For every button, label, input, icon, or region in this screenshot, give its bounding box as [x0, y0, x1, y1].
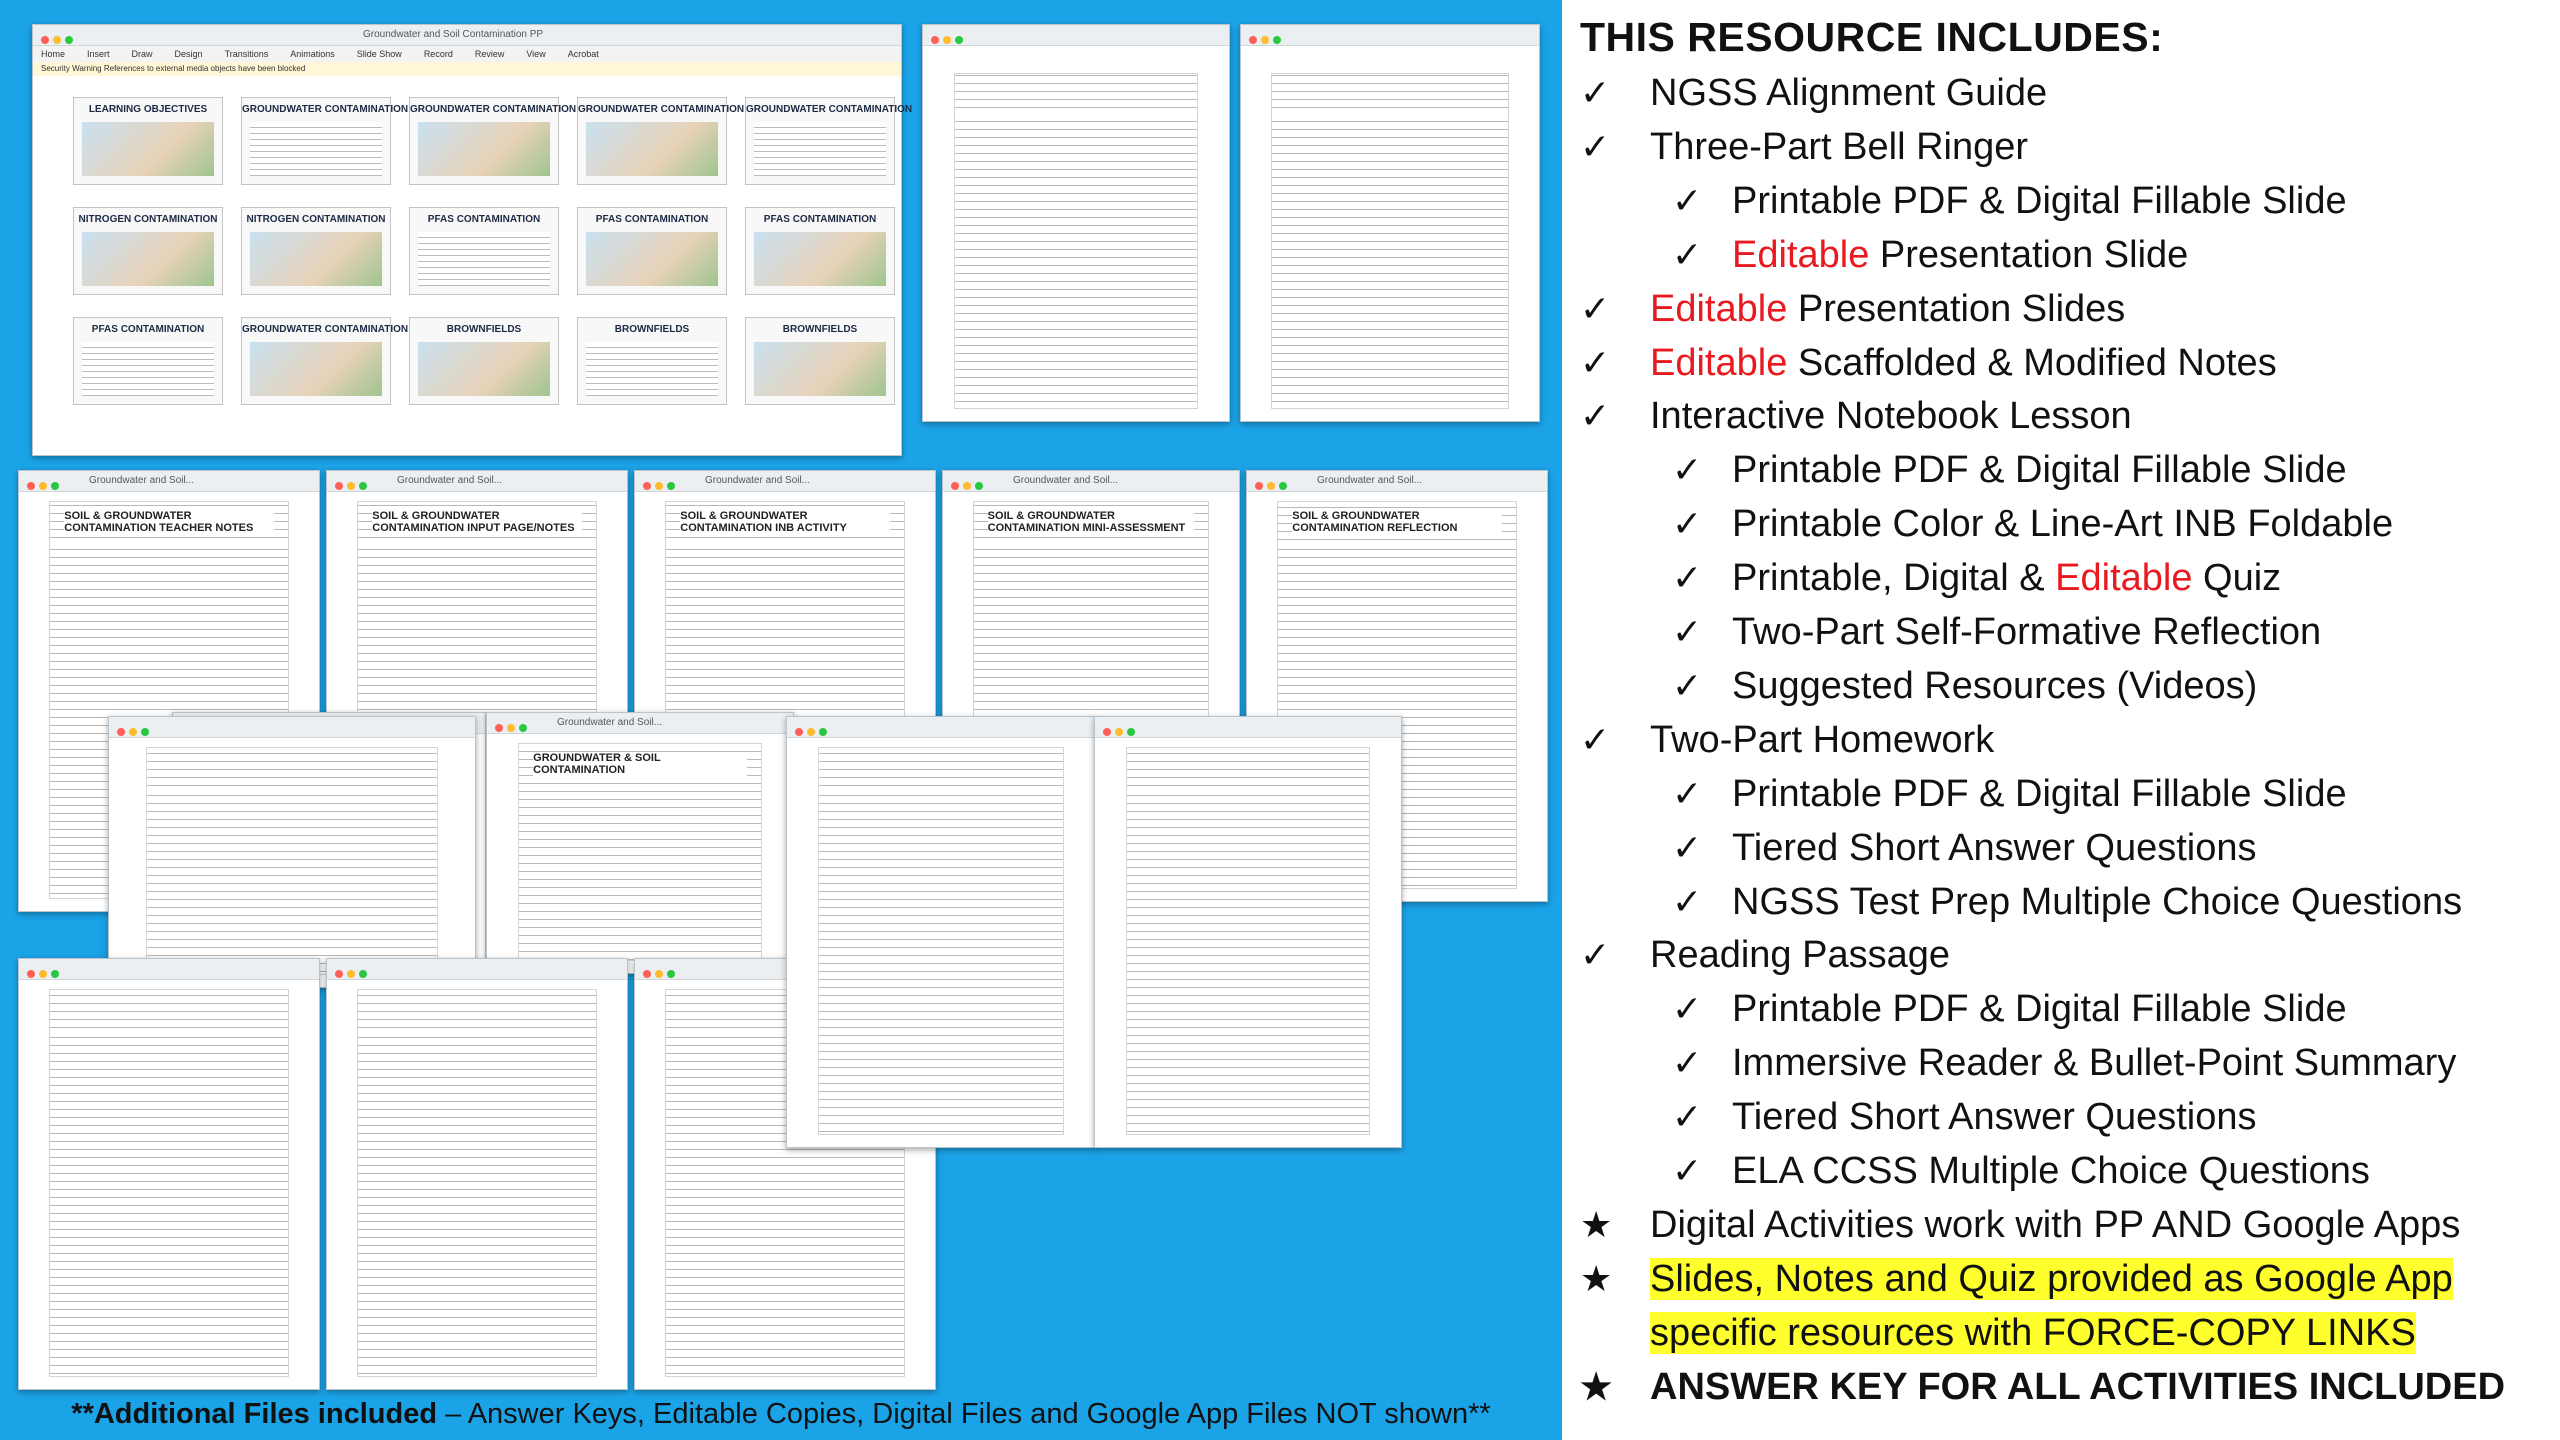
ribbon-menu [33, 46, 901, 62]
include-item: ✓ Three-Part Bell Ringer [1580, 120, 2028, 174]
zoom-dot-icon[interactable] [65, 36, 73, 44]
ribbon-tab[interactable]: Slide Show [356, 49, 402, 59]
security-warning-bar: Security Warning References to external media objects have been blocked [33, 62, 901, 76]
slide-title: LEARNING OBJECTIVES [88, 104, 208, 115]
document-heading: SOIL & GROUNDWATER CONTAMINATION TEACHER NOTES [64, 510, 273, 536]
checkmark-icon: ✓ [1672, 449, 1703, 491]
checkmark-icon: ✓ [1672, 826, 1703, 868]
slide-thumbnail[interactable] [409, 207, 559, 295]
checkmark-icon: ✓ [1672, 880, 1703, 922]
include-item: ✓ Two-Part Homework [1580, 713, 1994, 767]
slide-title: PFAS CONTAMINATION [763, 214, 877, 225]
include-subitem: ✓ Printable, Digital & Editable Quiz [1672, 551, 2281, 605]
slide-sorter [73, 97, 913, 425]
document-window [786, 716, 1096, 1148]
slide-image [754, 342, 886, 396]
slide-thumbnail[interactable] [409, 317, 559, 405]
checkmark-icon: ✓ [1672, 179, 1703, 221]
includes-title: THIS RESOURCE INCLUDES: [1580, 14, 2164, 60]
checkmark-icon: ✓ [1672, 503, 1703, 545]
checkmark-icon: ✓ [1672, 988, 1703, 1030]
window-title: Groundwater and Soil... [397, 475, 503, 486]
slide-title: BROWNFIELDS [782, 324, 858, 335]
include-item: ✓ NGSS Alignment Guide [1580, 66, 2047, 120]
include-subitem: ✓ Printable PDF & Digital Fillable Slide [1672, 443, 2347, 497]
slide-thumbnail[interactable] [577, 207, 727, 295]
include-subitem: ✓ Tiered Short Answer Questions [1672, 821, 2257, 875]
document-window [18, 958, 320, 1390]
slide-title: GROUNDWATER CONTAMINATION [242, 324, 409, 335]
slide-image [754, 232, 886, 286]
slide-image [586, 122, 718, 176]
document-window [1094, 716, 1402, 1148]
document-heading: SOIL & GROUNDWATER CONTAMINATION REFLECTION [1292, 510, 1501, 536]
document-window [486, 712, 794, 974]
ribbon-tab[interactable]: Draw [131, 49, 153, 59]
close-dot-icon[interactable] [41, 36, 49, 44]
slide-title: BROWNFIELDS [614, 324, 690, 335]
window-titlebar [33, 25, 901, 46]
include-subitem: ✓ Tiered Short Answer Questions [1672, 1090, 2257, 1144]
slide-thumbnail[interactable] [577, 97, 745, 185]
document-window [108, 716, 476, 988]
document-heading: SOIL & GROUNDWATER CONTAMINATION INPUT PAGE/NOTES [372, 510, 581, 536]
include-item: ✓ Editable Presentation Slides [1580, 282, 2125, 336]
slide-thumbnail[interactable] [241, 97, 409, 185]
include-item: ✓ Interactive Notebook Lesson [1580, 389, 2132, 443]
slide-thumbnail[interactable] [745, 97, 913, 185]
checkmark-icon: ✓ [1580, 341, 1611, 383]
document-heading: SOIL & GROUNDWATER CONTAMINATION INB ACTIVITY [680, 510, 889, 536]
include-subitem: ✓ Suggested Resources (Videos) [1672, 659, 2257, 713]
window-title: Groundwater and Soil... [705, 475, 811, 486]
include-subitem: ✓ ELA CCSS Multiple Choice Questions [1672, 1144, 2370, 1198]
slide-image [250, 342, 382, 396]
slide-thumbnail[interactable] [577, 317, 727, 405]
checkmark-icon: ✓ [1672, 557, 1703, 599]
slide-title: PFAS CONTAMINATION [595, 214, 709, 225]
slide-thumbnail[interactable] [241, 317, 409, 405]
slide-thumbnail[interactable] [409, 97, 577, 185]
document-page [49, 989, 289, 1377]
checkmark-icon: ✓ [1580, 287, 1611, 329]
window-title: Groundwater and Soil Contamination PP [363, 29, 544, 40]
window-title: Groundwater and Soil... [1013, 475, 1119, 486]
slide-image [418, 342, 550, 396]
ribbon-tab[interactable]: Transitions [224, 49, 269, 59]
ribbon-tab[interactable]: View [526, 49, 546, 59]
ribbon-tab[interactable]: Acrobat [567, 49, 599, 59]
highlight-item-line2: specific resources with FORCE-COPY LINKS [1650, 1312, 2416, 1354]
slide-thumbnail[interactable] [73, 317, 223, 405]
include-subitem: ✓ Two-Part Self-Formative Reflection [1672, 605, 2321, 659]
document-page [146, 747, 439, 975]
document-page [818, 747, 1064, 1135]
include-subitem: ✓ NGSS Test Prep Multiple Choice Questions [1672, 875, 2462, 929]
include-subitem: ✓ Printable PDF & Digital Fillable Slide [1672, 982, 2347, 1036]
document-page [518, 743, 763, 961]
slide-image [250, 122, 382, 176]
slide-title: GROUNDWATER CONTAMINATION [410, 104, 577, 115]
ribbon-tab[interactable]: Record [423, 49, 453, 59]
slide-title: BROWNFIELDS [446, 324, 522, 335]
include-subitem: ✓ Editable Presentation Slide [1672, 228, 2188, 282]
checkmark-icon: ✓ [1672, 772, 1703, 814]
checkmark-icon: ✓ [1580, 718, 1611, 760]
slide-image [250, 232, 382, 286]
resource-includes-panel [1562, 0, 2560, 1440]
slide-image [586, 342, 718, 396]
slide-image [82, 342, 214, 396]
checkmark-icon: ✓ [1580, 395, 1611, 437]
include-subitem: ✓ Printable PDF & Digital Fillable Slide [1672, 174, 2347, 228]
slide-thumbnail[interactable] [745, 207, 895, 295]
ribbon-tab[interactable]: Insert [87, 49, 110, 59]
window-title: Groundwater and Soil... [557, 717, 663, 728]
checkmark-icon: ✓ [1580, 934, 1611, 976]
include-subitem: ✓ Printable PDF & Digital Fillable Slide [1672, 767, 2347, 821]
document-page [357, 989, 597, 1377]
checkmark-icon: ✓ [1672, 1096, 1703, 1138]
checkmark-icon: ✓ [1580, 72, 1611, 113]
slide-image [418, 232, 550, 286]
ribbon-tab[interactable]: Design [174, 49, 203, 59]
ribbon-tab[interactable]: Animations [290, 49, 335, 59]
checkmark-icon: ✓ [1672, 1150, 1703, 1191]
slide-image [82, 232, 214, 286]
slide-thumbnail[interactable] [73, 97, 223, 185]
minimize-dot-icon[interactable] [53, 36, 61, 44]
additional-files-note: **Additional Files included – Answer Keys, Editable Copies, Digital Files and Google App Files NOT shown** [71, 1398, 1491, 1430]
window-title: Groundwater and Soil... [89, 475, 195, 486]
slide-title: NITROGEN CONTAMINATION [78, 214, 218, 225]
slide-image [754, 122, 886, 176]
slide-thumbnail[interactable] [745, 317, 895, 405]
include-subitem: ✓ Immersive Reader & Bullet-Point Summary [1672, 1036, 2456, 1090]
highlight-item-line1: ★ Slides, Notes and Quiz provided as Google App [1580, 1258, 2453, 1300]
checkmark-icon: ✓ [1580, 125, 1611, 167]
slide-image [82, 122, 214, 176]
slide-title: GROUNDWATER CONTAMINATION [242, 104, 409, 115]
slide-title: NITROGEN CONTAMINATION [246, 214, 386, 225]
slide-thumbnail[interactable] [241, 207, 391, 295]
doc-window-notes-2 [1240, 24, 1540, 422]
answer-key-item: ★ ANSWER KEY FOR ALL ACTIVITIES INCLUDED [1580, 1366, 2506, 1408]
document-page [1126, 747, 1371, 1135]
include-item: ★ Digital Activities work with PP AND Google Apps [1580, 1198, 2460, 1252]
include-item: ✓ Editable Scaffolded & Modified Notes [1580, 336, 2277, 390]
slide-title: GROUNDWATER CONTAMINATION [746, 104, 913, 115]
document-heading: GROUNDWATER & SOIL CONTAMINATION [533, 752, 747, 778]
slide-title: PFAS CONTAMINATION [91, 324, 205, 335]
doc-window-notes-1 [922, 24, 1230, 422]
document-window [326, 958, 628, 1390]
star-icon: ★ [1580, 1203, 1613, 1245]
slide-title: GROUNDWATER CONTAMINATION [578, 104, 745, 115]
include-subitem: ✓ Printable Color & Line-Art INB Foldable [1672, 497, 2393, 551]
slide-title: PFAS CONTAMINATION [427, 214, 541, 225]
slide-thumbnail[interactable] [73, 207, 223, 295]
slide-image [586, 232, 718, 286]
document-heading: SOIL & GROUNDWATER CONTAMINATION MINI-ASSESSMENT [988, 510, 1195, 536]
slide-image [418, 122, 550, 176]
ribbon-tab[interactable]: Home [41, 49, 66, 59]
checkmark-icon: ✓ [1672, 611, 1703, 652]
checkmark-icon: ✓ [1672, 233, 1703, 275]
window-title: Groundwater and Soil... [1317, 475, 1423, 486]
checkmark-icon: ✓ [1672, 1042, 1703, 1084]
include-item: ✓ Reading Passage [1580, 928, 1950, 982]
powerpoint-window [32, 24, 913, 456]
checkmark-icon: ✓ [1672, 664, 1703, 706]
ribbon-tab[interactable]: Review [474, 49, 505, 59]
